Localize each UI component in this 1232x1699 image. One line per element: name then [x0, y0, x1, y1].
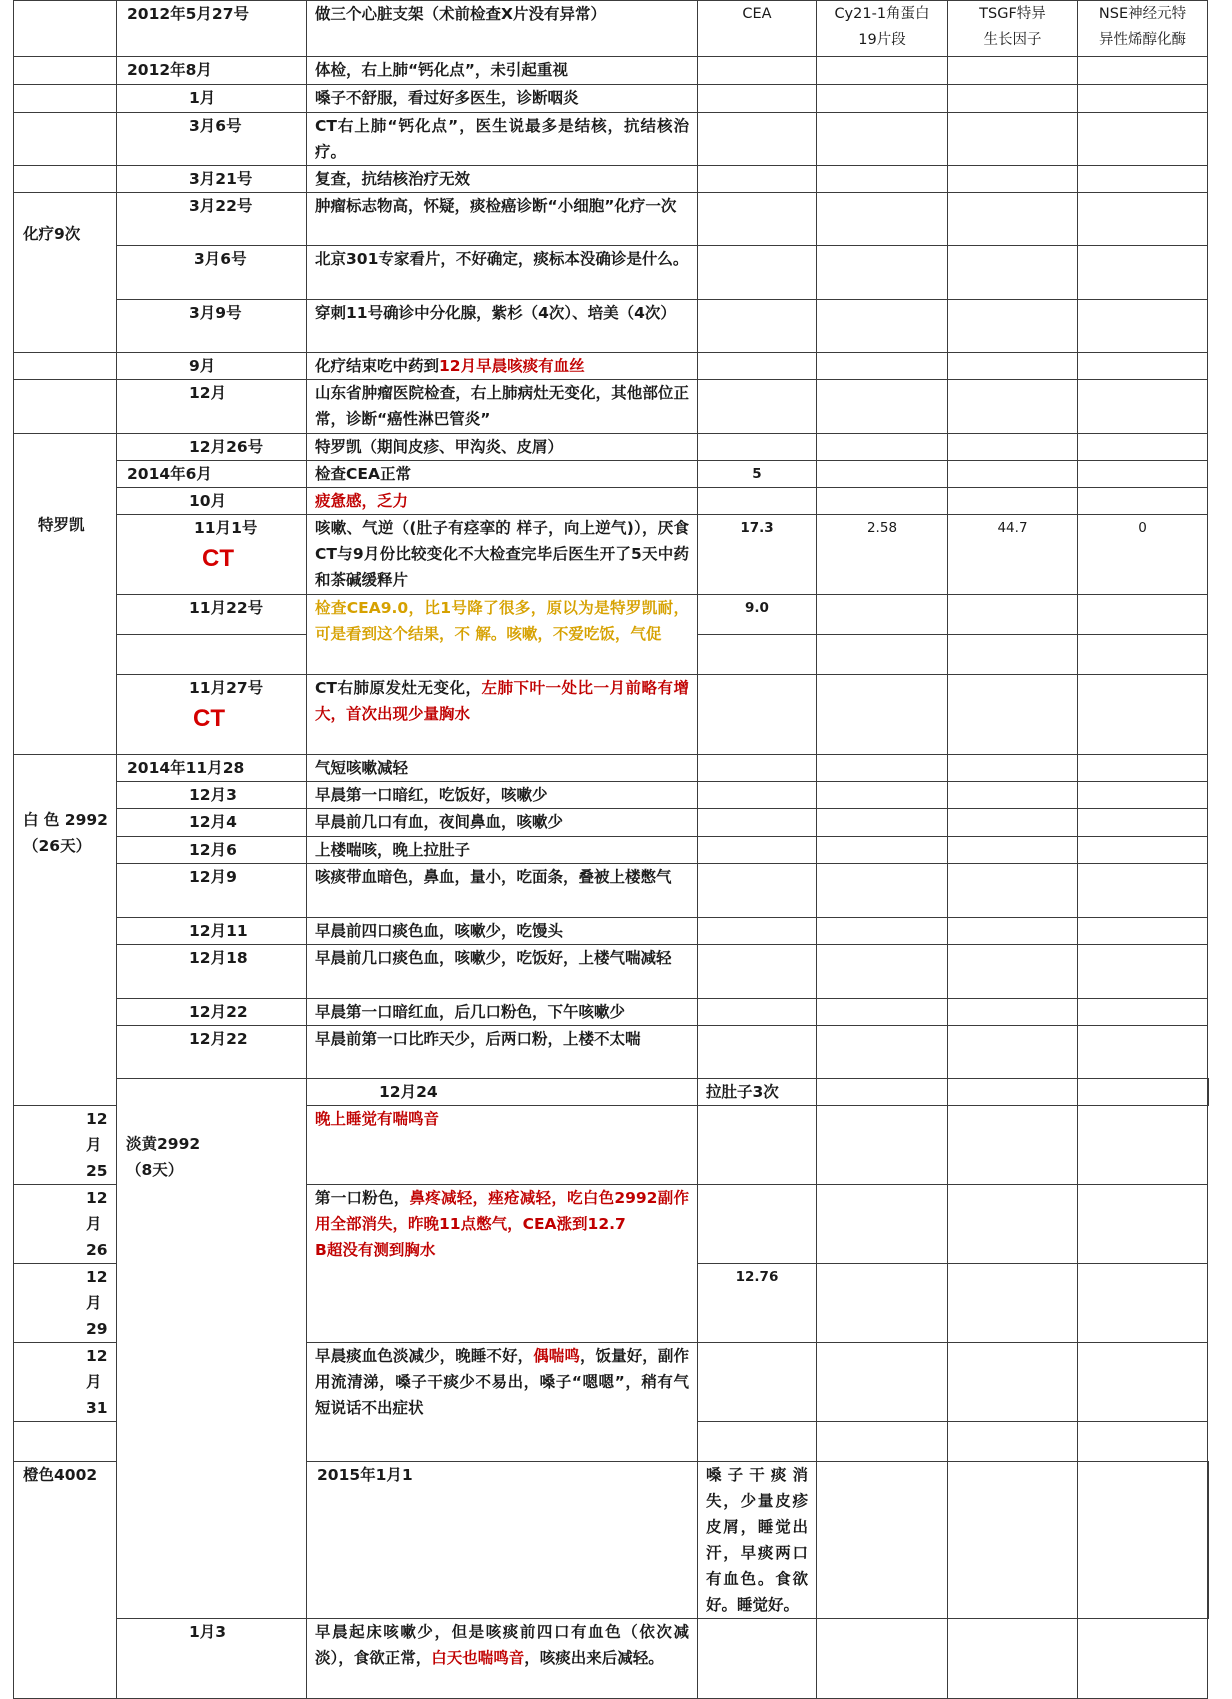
event-cell: 晚上睡觉有喘鸣音	[307, 1106, 698, 1185]
event-cell: 早晨第一口暗红，吃饭好，咳嗽少	[307, 782, 698, 809]
date-cell: 12月29	[86, 1268, 108, 1338]
date-cell: 3月9号	[189, 304, 242, 322]
table-row	[14, 515, 1209, 595]
table-row	[14, 837, 1209, 864]
cea-header: CEA	[698, 1, 817, 57]
table-row	[14, 246, 1209, 300]
event-cell: 嗓子不舒服，看过好多医生，诊断咽炎	[307, 85, 698, 113]
cea-value: 9.0	[698, 595, 817, 635]
group-label-yellow: 淡黄2992 （8天）	[117, 1079, 307, 1619]
date-cell: 12月31	[86, 1347, 108, 1417]
event-cell: 早晨起床咳嗽少，但是咳痰前四口有血色（依次减淡），食欲正常，白天也喘鸣音，咳痰出来后减轻。	[307, 1619, 698, 1699]
header-row	[14, 1, 1209, 57]
ct-label: CT	[193, 705, 225, 732]
date-cell: 12月6	[189, 841, 237, 859]
table-row	[14, 434, 1209, 461]
event-cell: 第一口粉色，鼻疼减轻，痤疮减轻，吃白色2992副作用全部消失，昨晚11点憋气，CEA涨到12.7 B超没有测到胸水	[307, 1185, 698, 1343]
nse-header: NSE神经元特 异性烯醇化酶	[1078, 1, 1208, 57]
date-cell: 12月18	[189, 949, 248, 967]
event-cell: 咳嗽、气逆（(肚子有痉挛的 样子，向上逆气)），厌食CT与9月份比较变化不大检查完毕后医生开了5天中药和茶碱缓释片	[307, 515, 698, 595]
event-cell: 检查CEA正常	[307, 461, 698, 488]
date-cell: 12月22	[189, 1003, 248, 1021]
event-cell: 复查，抗结核治疗无效	[307, 166, 698, 193]
table-row	[14, 999, 1209, 1026]
date-cell: 2012年8月	[127, 61, 212, 79]
event-cell: 上楼喘咳，晚上拉肚子	[307, 837, 698, 864]
table-row	[14, 488, 1209, 515]
date-cell: 12月	[189, 384, 227, 402]
date-cell: 2012年5月27号	[127, 5, 249, 23]
event-cell: 咳痰带血暗色，鼻血，量小，吃面条，叠被上楼憋气	[307, 864, 698, 918]
event-cell: 疲惫感，乏力	[307, 488, 698, 515]
group-label-white: 白 色 2992 （26天）	[14, 755, 117, 1106]
table-row	[14, 809, 1209, 837]
group-label-tarceva: 特罗凯	[14, 434, 117, 755]
date-cell: 11月27号	[189, 679, 264, 697]
date-cell: 12月3	[189, 786, 237, 804]
table-row	[14, 461, 1209, 488]
date-cell: 11月22号	[189, 599, 264, 617]
table-row	[14, 85, 1209, 113]
event-cell: 穿刺11号确诊中分化腺，紫杉（4次）、培美（4次）	[307, 300, 698, 353]
date-cell: 3月22号	[189, 197, 253, 215]
group-cell	[14, 1, 117, 57]
event-cell: 早晨前几口痰色血，咳嗽少，吃饭好，上楼气喘减轻	[307, 945, 698, 999]
event-cell: 拉肚子3次	[698, 1079, 817, 1106]
date-cell: 12月11	[189, 922, 248, 940]
date-cell: 2014年11月28	[127, 759, 245, 777]
tsgf-header: TSGF特异 生长因子	[948, 1, 1078, 57]
event-cell: 早晨前第一口比昨天少，后两口粉，上楼不太喘	[307, 1026, 698, 1079]
date-cell: 12月24	[379, 1083, 438, 1101]
cea-value: 12.76	[698, 1264, 817, 1343]
table-row	[14, 166, 1209, 193]
cea-value: 5	[698, 461, 817, 488]
table-row	[14, 1026, 1209, 1079]
group-label-chemo: 化疗9次	[14, 193, 117, 353]
event-cell: 体检，右上肺“钙化点”，未引起重视	[307, 57, 698, 85]
date-cell: 12月4	[189, 813, 237, 831]
cy21-header: Cy21-1角蛋白 19片段	[817, 1, 948, 57]
event-cell: 早晨前几口有血，夜间鼻血，咳嗽少	[307, 809, 698, 837]
event-cell: 北京301专家看片，不好确定，痰标本没确诊是什么。	[307, 246, 698, 300]
event-cell: 特罗凯（期间皮疹、甲沟炎、皮屑）	[307, 434, 698, 461]
date-cell: 1月	[189, 89, 216, 107]
event-cell: 山东省肿瘤医院检查，右上肺病灶无变化，其他部位正常，诊断“癌性淋巴管炎”	[307, 380, 698, 434]
date-cell: 12月26号	[189, 438, 264, 456]
table-row	[14, 57, 1209, 85]
date-cell: 12月25	[86, 1110, 108, 1180]
table-row	[14, 595, 1209, 635]
date-cell: 12月26	[86, 1189, 108, 1259]
table-row	[14, 1079, 1209, 1106]
event-cell: 早晨前四口痰色血，咳嗽少，吃馒头	[307, 918, 698, 945]
tsgf-value: 44.7	[948, 515, 1078, 595]
date-cell: 2015年1月1	[317, 1466, 413, 1484]
table-row	[14, 755, 1209, 782]
date-cell: 9月	[189, 357, 216, 375]
event-cell: CT右上肺“钙化点”，医生说最多是结核，抗结核治疗。	[307, 113, 698, 166]
table-row	[14, 353, 1209, 380]
table-row	[14, 300, 1209, 353]
table-row	[14, 945, 1209, 999]
event-cell: 气短咳嗽减轻	[307, 755, 698, 782]
table-row	[14, 380, 1209, 434]
table-row	[14, 193, 1209, 246]
table-row	[14, 864, 1209, 918]
date-cell: 3月6号	[189, 117, 242, 135]
event-cell: 早晨痰血色淡减少，晚睡不好，偶喘鸣，饭量好，副作用流清涕，嗓子干痰少不易出，嗓子“嗯嗯”，稍有气短说话不出症状	[307, 1343, 698, 1462]
cea-value: 17.3	[698, 515, 817, 595]
date-cell: 12月22	[189, 1030, 248, 1048]
date-cell: 11月1号	[194, 519, 258, 537]
nse-value: 0	[1078, 515, 1208, 595]
table-row	[14, 675, 1209, 755]
medical-history-table	[13, 0, 1209, 1699]
event-cell: CT右肺原发灶无变化，左肺下叶一处比一月前略有增大，首次出现少量胸水	[307, 675, 698, 755]
ct-label: CT	[202, 545, 234, 572]
table-row	[14, 918, 1209, 945]
event-cell: 化疗结束吃中药到12月早晨咳痰有血丝	[307, 353, 698, 380]
date-cell: 12月9	[189, 868, 237, 886]
date-cell: 3月6号	[194, 250, 247, 268]
event-cell: 嗓子干痰消失，少量皮疹皮屑，睡觉出汗，早痰两口有血色。食欲好。睡觉好。	[698, 1462, 817, 1619]
table-row	[14, 113, 1209, 166]
date-cell: 2014年6月	[127, 465, 212, 483]
group-label-orange: 橙色4002	[14, 1462, 117, 1699]
event-cell: 检查CEA9.0，比1号降了很多，原以为是特罗凯耐，可是看到这个结果，不 解。咳嗽，不爱吃饭，气促	[307, 595, 698, 675]
event-cell: 早晨第一口暗红血，后几口粉色，下午咳嗽少	[307, 999, 698, 1026]
table-row	[14, 782, 1209, 809]
cy21-value: 2.58	[817, 515, 948, 595]
date-cell: 3月21号	[189, 170, 253, 188]
date-cell: 10月	[189, 492, 227, 510]
event-header: 做三个心脏支架（术前检查X片没有异常）	[307, 1, 698, 57]
date-cell: 1月3	[189, 1623, 227, 1641]
event-cell: 肿瘤标志物高，怀疑，痰检癌诊断“小细胞”化疗一次	[307, 193, 698, 246]
table-row	[14, 1619, 1209, 1699]
